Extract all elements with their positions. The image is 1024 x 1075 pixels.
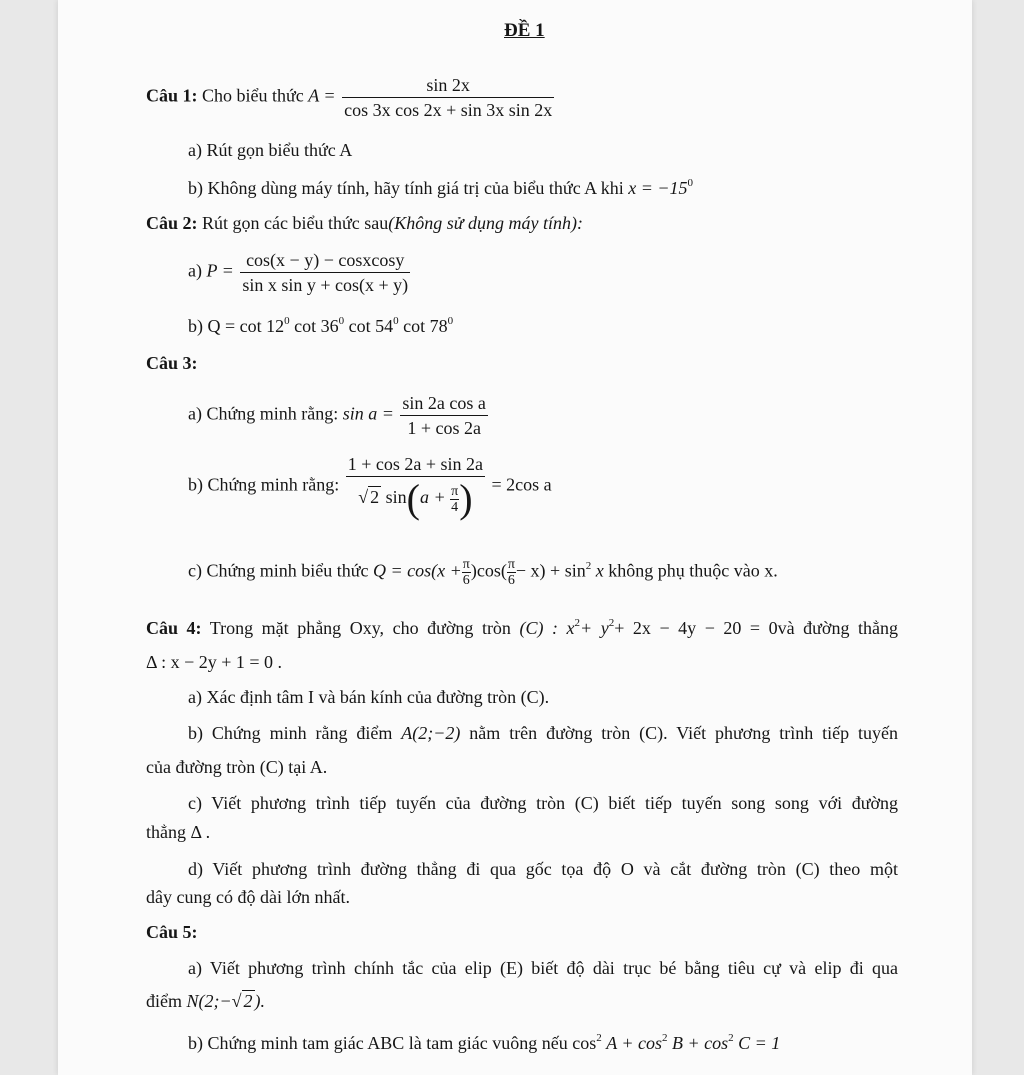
question-4d: d) Viết phương trình đường thẳng đi qua gốc tọa độ O và cắt đường tròn (C) theo một xyxy=(188,859,898,879)
question-3c-x: x xyxy=(595,560,604,581)
question-4 xyxy=(146,617,898,642)
question-1b-text: b) Không dùng máy tính, hãy tính giá trị của biểu thức A khi xyxy=(188,178,624,198)
point-n: N(2;−√ 2 ). xyxy=(186,991,266,1011)
question-2-text: Rút gọn các biểu thức sau xyxy=(202,213,389,233)
degree-sup: 0 xyxy=(338,315,345,327)
degree-sup: 0 xyxy=(393,315,399,327)
degree-sup: 0 xyxy=(447,315,454,327)
square-sup: 2 xyxy=(574,617,581,629)
pi-over-six xyxy=(462,557,471,588)
question-1-text: Cho biểu thức xyxy=(202,85,304,106)
paren-open: ( xyxy=(406,476,420,521)
question-2 xyxy=(146,212,583,234)
square-sup: 2 xyxy=(596,1032,602,1044)
question-2a-label: a) xyxy=(188,260,202,281)
question-4-label: Câu 4: xyxy=(146,618,202,638)
question-5-label-text: Câu 5: xyxy=(146,922,198,942)
question-3a xyxy=(188,393,490,438)
sum-result: C = 1 xyxy=(738,1033,781,1053)
question-3a-denominator: 1 + cos 2a xyxy=(407,418,481,438)
question-3c-q: Q = cos(x + xyxy=(372,560,462,581)
question-2a-lhs: P = xyxy=(206,260,234,281)
question-1-label: Câu 1: xyxy=(146,85,198,106)
question-2a-denominator: sin x sin y + cos(x + y) xyxy=(242,275,409,295)
question-1-fraction xyxy=(342,75,554,120)
question-1-denominator: cos 3x cos 2x + sin 3x sin 2x xyxy=(344,100,553,120)
cos-c: B + cos xyxy=(672,1033,729,1053)
question-2b-cot54: cot 54 xyxy=(348,316,394,336)
square-sup: 2 xyxy=(585,559,592,572)
pi-over-six xyxy=(507,557,516,588)
question-3a-text: a) Chứng minh rằng: xyxy=(188,403,339,424)
question-3b-numerator: 1 + cos 2a + sin 2a xyxy=(346,454,485,477)
degree-sup: 0 xyxy=(284,315,290,327)
question-2b-cot78: cot 78 xyxy=(403,316,448,336)
question-3c-tail: không phụ thuộc vào x. xyxy=(608,560,778,581)
pi-symbol: π xyxy=(451,483,459,499)
point-a: A(2;−2) xyxy=(401,723,461,743)
question-5-label xyxy=(146,921,198,943)
question-4b xyxy=(188,722,898,744)
pi-over-four xyxy=(450,484,459,515)
cos-a: cos xyxy=(572,1033,597,1053)
question-5a: a) Viết phương trình chính tắc của elip (E) biết độ dài trục bé bằng tiêu cự và elip đi qua xyxy=(188,958,898,978)
question-3b xyxy=(188,454,552,519)
question-2a xyxy=(188,250,412,295)
question-3b-fraction xyxy=(346,454,485,519)
question-5a-cont xyxy=(146,990,265,1012)
question-3c-end: − x) + sin xyxy=(515,560,586,581)
question-3-label xyxy=(146,352,198,374)
question-1-lhs: A = xyxy=(308,85,336,106)
degree-sup: 0 xyxy=(687,177,693,189)
question-4d-cont: dây cung có độ dài lớn nhất. xyxy=(146,887,350,907)
question-2-note: (Không sử dụng máy tính): xyxy=(388,213,584,233)
question-3a-numerator: sin 2a cos a xyxy=(400,393,487,416)
point-n-b: ). xyxy=(254,991,266,1011)
six-digit: 6 xyxy=(462,573,470,588)
cos-b: A + cos xyxy=(606,1033,663,1053)
question-4b-post: nằm trên đường tròn (C). Viết phương trình tiếp tuyến xyxy=(469,723,899,743)
question-2a-fraction xyxy=(240,250,410,295)
question-3a-fraction xyxy=(400,393,487,438)
question-4b-pre: b) Chứng minh rằng điểm xyxy=(188,723,393,743)
question-1b xyxy=(188,177,693,202)
question-4b-cont: của đường tròn (C) tại A. xyxy=(146,757,328,777)
question-1b-math: x = −15 xyxy=(628,178,688,198)
question-3b-text: b) Chứng minh rằng: xyxy=(188,474,340,495)
question-2b xyxy=(188,315,453,340)
paren-close: ) xyxy=(459,476,473,521)
question-3c xyxy=(188,557,778,588)
question-2-label: Câu 2: xyxy=(146,213,198,233)
point-n-a: N(2;− xyxy=(186,991,232,1011)
sqrt-radicand: 2 xyxy=(243,991,253,1011)
six-digit: 6 xyxy=(507,573,515,588)
question-3c-mid: )cos( xyxy=(470,560,507,581)
circle-eq-c: + 2x − 4y − 20 = 0 xyxy=(614,618,778,638)
square-sup: 2 xyxy=(728,1032,734,1044)
question-1a: a) Rút gọn biểu thức A xyxy=(188,140,353,160)
question-2b-cot36: cot 36 xyxy=(294,316,339,336)
question-4-intro-end: và đường thẳng xyxy=(777,618,898,638)
line-delta: Δ : x − 2y + 1 = 0 . xyxy=(146,652,283,672)
question-3b-sin: sin xyxy=(385,487,407,508)
question-5b-text: b) Chứng minh tam giác ABC là tam giác vuông nếu xyxy=(188,1033,568,1053)
question-3a-lhs: sin a = xyxy=(342,403,394,424)
pi-symbol: π xyxy=(507,557,515,572)
question-2a-numerator: cos(x − y) − cosxcosy xyxy=(240,250,410,273)
question-3b-rhs: = 2cos a xyxy=(491,474,552,495)
question-2b-q: b) Q = cot 12 xyxy=(188,316,285,336)
question-5b-math xyxy=(572,1033,780,1053)
question-4a: a) Xác định tâm I và bán kính của đường tròn (C). xyxy=(188,687,550,707)
circle-eq-b: + y xyxy=(580,618,609,638)
question-3b-denominator: √ 2 sin(a + $\frac{\pi}{4}$ ) xyxy=(358,476,473,521)
question-3b-arg: a + xyxy=(419,487,446,508)
pi-symbol: π xyxy=(462,557,470,572)
question-4-intro: Trong mặt phẳng Oxy, cho đường tròn xyxy=(209,618,511,638)
question-4c-cont: thẳng Δ . xyxy=(146,822,211,842)
exam-title: ĐỀ 1 xyxy=(504,20,545,41)
exam-page xyxy=(58,0,972,1075)
question-4c: c) Viết phương trình tiếp tuyến của đường tròn (C) biết tiếp tuyến song song với đường xyxy=(188,793,898,813)
square-sup: 2 xyxy=(662,1032,668,1044)
question-5b xyxy=(188,1032,780,1057)
question-3-label-text: Câu 3: xyxy=(146,353,198,373)
sqrt-radicand: 2 xyxy=(370,487,380,508)
circle-eq-a: (C) : x xyxy=(519,618,575,638)
four-digit: 4 xyxy=(451,499,459,515)
question-3c-text: c) Chứng minh biểu thức xyxy=(188,560,369,581)
question-1-numerator: sin 2x xyxy=(342,75,554,98)
question-5a-pre: điểm xyxy=(146,991,182,1011)
square-sup: 2 xyxy=(608,617,615,629)
question-1 xyxy=(146,75,556,120)
